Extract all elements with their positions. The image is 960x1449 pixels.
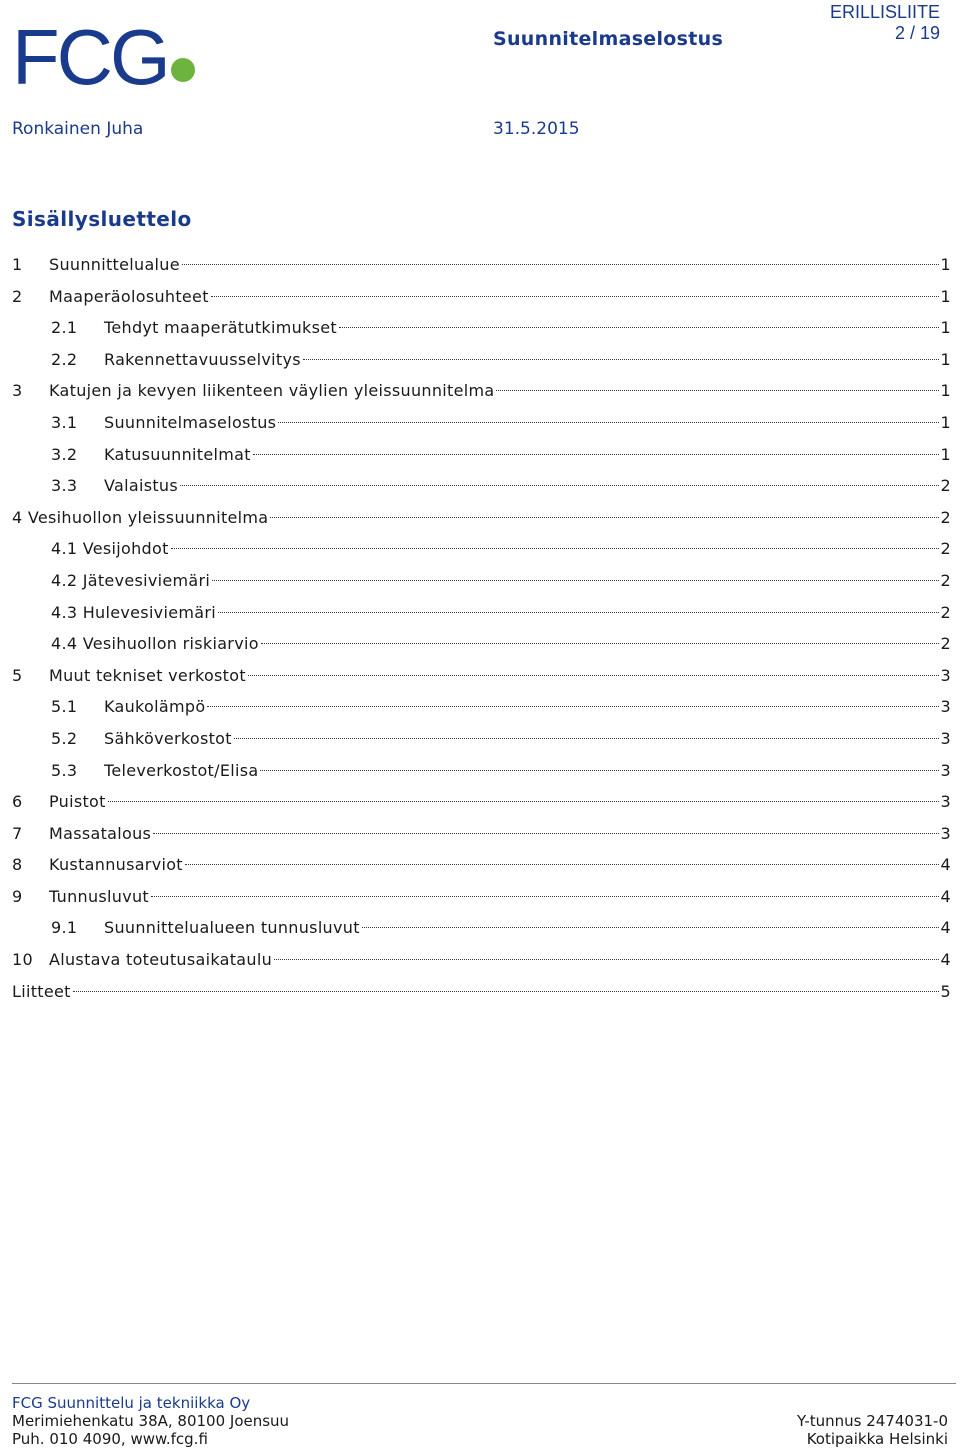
toc-entry-number: 6 (12, 792, 23, 812)
toc-leader-dots (212, 580, 938, 581)
toc-entry-label: Alustava toteutusaikataulu (49, 950, 273, 970)
toc-entry-label: Suunnitelmaselostus (104, 412, 277, 432)
toc-entry[interactable] (12, 249, 951, 281)
author-name: Ronkainen Juha (12, 119, 144, 139)
toc-entry[interactable] (12, 502, 951, 534)
toc-entry-label: Puistot (49, 792, 106, 812)
toc-entry-label: Katujen ja kevyen liikenteen väylien yleissuunnitelma (49, 381, 495, 401)
toc-entry-number: 5.2 (51, 728, 78, 748)
toc-entry[interactable] (12, 439, 951, 471)
toc-entry-number: 3.2 (51, 444, 78, 464)
toc-entry-number: 10 (12, 950, 33, 970)
toc-entry[interactable] (12, 723, 951, 755)
toc-entry[interactable] (12, 470, 951, 502)
toc-entry-number: 5.1 (51, 697, 78, 717)
toc-entry-label: 4.3 Hulevesiviemäri (51, 602, 216, 622)
toc-entry-label: Televerkostot/Elisa (104, 760, 259, 780)
toc-entry-page: 2 (940, 476, 951, 496)
toc-entry-page: 2 (940, 507, 951, 527)
toc-leader-dots (496, 390, 938, 391)
footer-domicile: Kotipaikka Helsinki (806, 1430, 948, 1448)
table-of-contents (12, 249, 951, 1007)
page-number: 2 / 19 (894, 23, 940, 43)
toc-entry-page: 3 (940, 697, 951, 717)
toc-entry-number: 5 (12, 665, 23, 685)
toc-entry-label: Tehdyt maaperätutkimukset (104, 318, 337, 338)
toc-entry-label: Sähköverkostot (104, 728, 232, 748)
toc-entry-page: 1 (940, 381, 951, 401)
toc-entry-label: Katusuunnitelmat (104, 444, 251, 464)
toc-entry-page: 5 (940, 981, 951, 1001)
toc-entry-page: 3 (940, 792, 951, 812)
toc-leader-dots (73, 991, 939, 992)
footer-company: FCG Suunnittelu ja tekniikka Oy (12, 1394, 251, 1412)
fcg-logo (12, 22, 202, 94)
toc-leader-dots (253, 454, 939, 455)
toc-leader-dots (260, 770, 938, 771)
toc-entry-page: 4 (940, 886, 951, 906)
toc-entry[interactable] (12, 786, 951, 818)
toc-entry-label: 4.1 Vesijohdot (51, 539, 169, 559)
toc-entry-number: 9 (12, 886, 23, 906)
toc-entry-number: 9.1 (51, 918, 78, 938)
toc-leader-dots (182, 264, 939, 265)
toc-entry-page: 4 (940, 950, 951, 970)
toc-entry-number: 7 (12, 823, 23, 843)
toc-leader-dots (180, 485, 939, 486)
toc-entry-label: Suunnittelualue (49, 255, 180, 274)
footer-divider (12, 1383, 956, 1384)
toc-leader-dots (185, 864, 939, 865)
toc-entry-label: Maaperäolosuhteet (49, 286, 209, 306)
toc-entry-page: 2 (940, 634, 951, 654)
toc-leader-dots (153, 833, 938, 834)
toc-leader-dots (218, 612, 939, 613)
toc-entry-number: 2 (12, 286, 23, 306)
toc-entry-page: 2 (940, 602, 951, 622)
toc-entry-page: 1 (940, 444, 951, 464)
toc-entry[interactable] (12, 597, 951, 629)
toc-entry-number: 3 (12, 381, 23, 401)
toc-entry-label: Valaistus (104, 476, 178, 496)
toc-entry-page: 1 (940, 318, 951, 338)
toc-entry-page: 4 (940, 855, 951, 875)
toc-entry-number: 2.2 (51, 349, 78, 369)
toc-entry[interactable] (12, 375, 951, 407)
toc-leader-dots (303, 359, 939, 360)
toc-entry-page: 1 (940, 349, 951, 369)
toc-entry[interactable] (12, 533, 951, 565)
toc-entry-label: Suunnittelualueen tunnusluvut (104, 918, 360, 938)
toc-heading: Sisällysluettelo (12, 207, 192, 231)
toc-entry-page: 1 (940, 255, 951, 274)
toc-leader-dots (270, 517, 938, 518)
toc-entry[interactable] (12, 849, 951, 881)
toc-leader-dots (211, 296, 939, 297)
footer-left (12, 1394, 289, 1448)
toc-entry-page: 3 (940, 665, 951, 685)
toc-entry-page: 2 (940, 539, 951, 559)
toc-entry-page: 3 (940, 728, 951, 748)
toc-leader-dots (339, 327, 939, 328)
toc-entry-number: 3.3 (51, 476, 78, 496)
toc-leader-dots (207, 706, 938, 707)
document-date: 31.5.2015 (493, 119, 580, 139)
footer-right (797, 1412, 948, 1448)
toc-entry-label: 4 Vesihuollon yleissuunnitelma (12, 507, 269, 527)
toc-entry[interactable] (12, 660, 951, 692)
toc-entry-label: 4.2 Jätevesiviemäri (51, 570, 211, 590)
toc-entry-label: Massatalous (49, 823, 152, 843)
toc-entry-label: Tunnusluvut (49, 886, 150, 906)
footer-address: Merimiehenkatu 38A, 80100 Joensuu (12, 1412, 290, 1430)
toc-entry[interactable] (12, 818, 951, 850)
toc-entry[interactable] (12, 344, 951, 376)
toc-entry[interactable] (12, 407, 951, 439)
toc-leader-dots (261, 643, 939, 644)
toc-entry[interactable] (12, 755, 951, 787)
toc-entry[interactable] (12, 565, 951, 597)
toc-entry-label: Rakennettavuusselvitys (104, 349, 301, 369)
toc-entry-label: Kaukolämpö (104, 697, 206, 717)
document-type: ERILLISLIITE (829, 2, 940, 22)
toc-entry-page: 4 (940, 918, 951, 938)
logo-dot (171, 58, 195, 82)
toc-entry[interactable] (12, 691, 951, 723)
toc-leader-dots (248, 675, 939, 676)
toc-entry-page: 1 (940, 412, 951, 432)
document-title: Suunnitelmaselostus (493, 28, 724, 50)
toc-entry[interactable] (12, 881, 951, 913)
footer-contact: Puh. 010 4090, www.fcg.fi (12, 1430, 208, 1448)
toc-leader-dots (362, 927, 939, 928)
toc-entry-number: 5.3 (51, 760, 78, 780)
toc-entry-label: Muut tekniset verkostot (49, 665, 246, 685)
toc-entry-page: 1 (940, 286, 951, 306)
logo-wordmark: FCG (12, 22, 168, 90)
toc-leader-dots (278, 422, 938, 423)
toc-leader-dots (274, 959, 938, 960)
footer-business-id: Y-tunnus 2474031-0 (796, 1412, 948, 1430)
toc-entry-page: 3 (940, 760, 951, 780)
toc-entry-number: 2.1 (51, 318, 78, 338)
toc-entry-label: 4.4 Vesihuollon riskiarvio (51, 634, 259, 654)
toc-entry[interactable] (12, 944, 951, 976)
toc-leader-dots (108, 801, 939, 802)
toc-entry[interactable] (12, 912, 951, 944)
toc-entry-number: 1 (12, 255, 23, 274)
toc-entry[interactable] (12, 628, 951, 660)
toc-entry-page: 3 (940, 823, 951, 843)
toc-entry[interactable] (12, 976, 951, 1008)
toc-leader-dots (151, 896, 939, 897)
toc-entry-number: 8 (12, 855, 23, 875)
toc-entry-label: Kustannusarviot (49, 855, 183, 875)
header-meta (830, 2, 940, 44)
toc-entry-label: Liitteet (12, 981, 71, 1001)
toc-entry[interactable] (12, 312, 951, 344)
toc-leader-dots (234, 738, 939, 739)
toc-entry[interactable] (12, 281, 951, 313)
toc-entry-number: 3.1 (51, 412, 78, 432)
toc-entry-page: 2 (940, 570, 951, 590)
toc-leader-dots (171, 548, 939, 549)
